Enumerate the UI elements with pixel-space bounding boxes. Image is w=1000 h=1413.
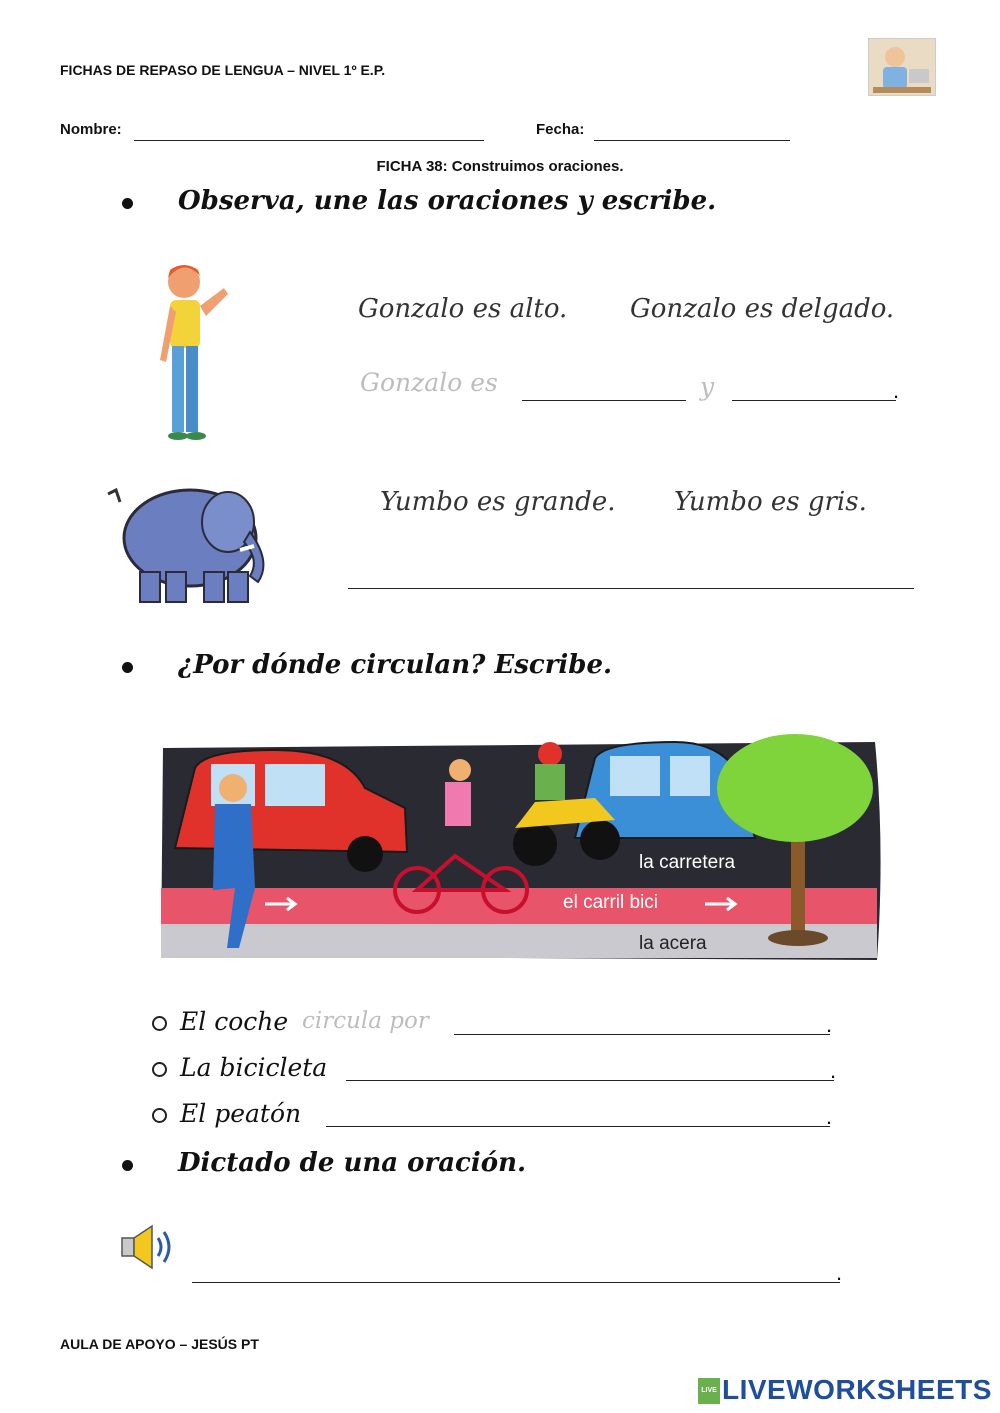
name-input[interactable] [134,118,484,141]
period-mark: . [826,1012,833,1037]
item-car-subject: El coche [180,1007,289,1036]
boy-illustration [150,260,240,440]
instruction-3: Dictado de una oración. [178,1148,527,1178]
sheet-title: FICHA 38: Construimos oraciones. [376,158,624,175]
liveworksheets-logo-badge: LIVE [698,1378,720,1404]
gonzalo-trace-stub: Gonzalo es [360,368,498,397]
date-label: Fecha: [536,121,585,138]
item-bike-subject: La bicicleta [180,1053,328,1082]
dictation-input[interactable] [192,1254,840,1283]
item-pedestrian-subject: El peatón [180,1099,302,1128]
elephant-illustration [100,472,276,608]
pedestrian-answer-input[interactable] [326,1098,830,1127]
period-mark: . [836,1260,843,1285]
bike-answer-input[interactable] [346,1052,834,1081]
conjunction-y: y [700,372,715,401]
date-input[interactable] [594,118,790,141]
teacher-avatar [868,38,936,96]
liveworksheets-brand: LIVEWORKSHEETS [722,1374,992,1405]
period-mark: . [893,378,900,403]
period-mark: . [826,1104,833,1129]
list-bullet-icon [152,1108,167,1123]
bullet-icon [122,198,133,209]
yumbo-sentence-2: Yumbo es gris. [674,487,867,517]
instruction-1: Observa, une las oraciones y escribe. [178,186,717,216]
speaker-icon[interactable] [118,1222,178,1272]
gonzalo-sentence-2: Gonzalo es delgado. [630,294,895,324]
street-scene [155,728,885,964]
gonzalo-answer-2[interactable] [732,372,896,401]
name-label: Nombre: [60,121,122,138]
list-bullet-icon [152,1062,167,1077]
footer-credit: AULA DE APOYO – JESÚS PT [60,1336,259,1352]
gonzalo-answer-1[interactable] [522,372,686,401]
label-sidewalk: la acera [639,933,707,954]
yumbo-sentence-1: Yumbo es grande. [380,487,616,517]
yumbo-answer[interactable] [348,560,914,589]
period-mark: . [830,1058,837,1083]
label-bike-lane: el carril bici [563,892,659,913]
label-road: la carretera [639,852,736,873]
instruction-2: ¿Por dónde circulan? Escribe. [178,650,613,680]
item-car-hint: circula por [302,1008,429,1034]
list-bullet-icon [152,1016,167,1031]
worksheet-series-title: FICHAS DE REPASO DE LENGUA – NIVEL 1º E.P. [60,62,386,78]
car-answer-input[interactable] [454,1006,830,1035]
gonzalo-sentence-1: Gonzalo es alto. [358,294,568,324]
bullet-icon [122,662,133,673]
bullet-icon [122,1160,133,1171]
